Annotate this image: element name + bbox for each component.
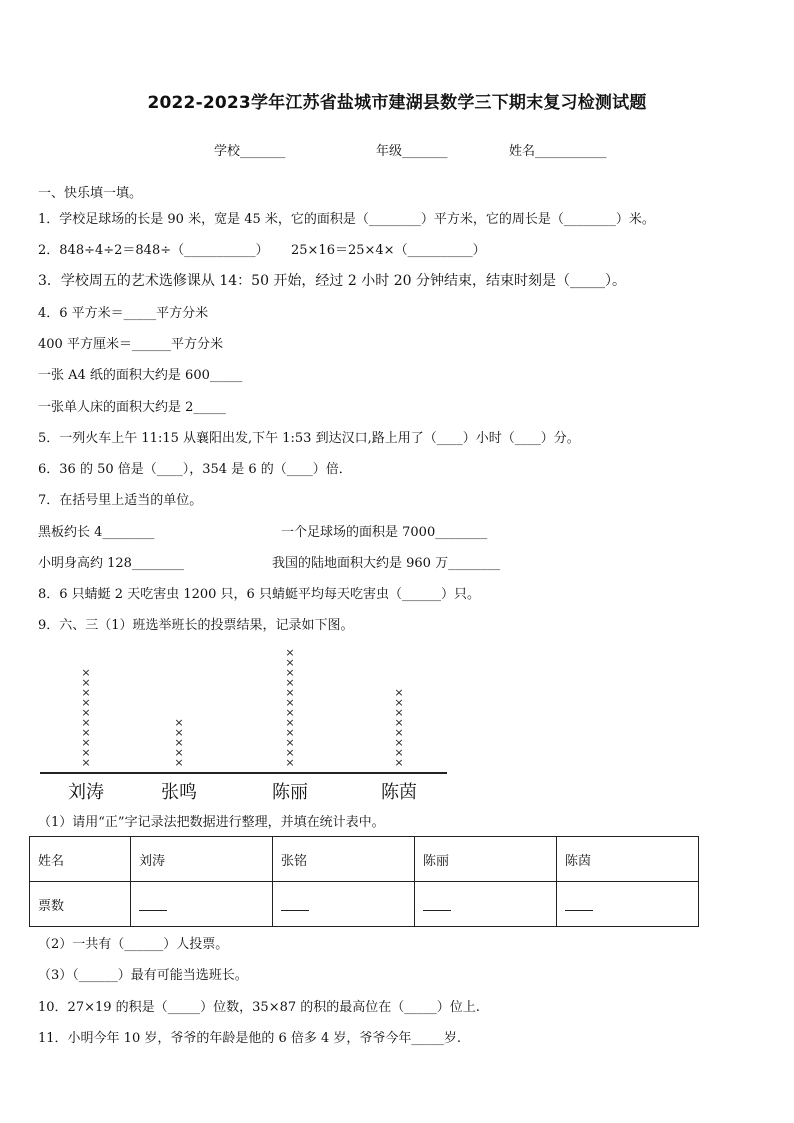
tally-mark: × bbox=[81, 746, 91, 759]
question-10: 10．27×19 的积是（_____）位数，35×87 的积的最高位在（_____）位上. bbox=[38, 1000, 480, 1015]
tally-column bbox=[282, 640, 298, 768]
candidate-label: 张鸣 bbox=[161, 782, 197, 803]
question-5: 5．一列火车上午 11:15 从襄阳出发,下午 1:53 到达汉口,路上用了（____）小时（____）分。 bbox=[38, 431, 580, 446]
question-4d: 一张单人床的面积大约是 2_____ bbox=[38, 400, 226, 415]
tally-mark: × bbox=[285, 666, 295, 679]
question-2b: 25×16＝25×4×（__________） bbox=[291, 243, 486, 258]
tally-mark: × bbox=[285, 656, 295, 669]
question-9-3: （3）（______）最有可能当选班长。 bbox=[38, 968, 248, 983]
name-field: 姓名___________ bbox=[509, 144, 607, 159]
school-field: 学校_______ bbox=[214, 144, 286, 159]
grade-field: 年级_______ bbox=[376, 144, 448, 159]
question-2a: 2．848÷4÷2＝848÷（___________） bbox=[38, 243, 269, 258]
tally-mark: × bbox=[285, 676, 295, 689]
question-4c: 一张 A4 纸的面积大约是 600_____ bbox=[38, 368, 243, 383]
tally-mark: × bbox=[285, 696, 295, 709]
tally-mark: × bbox=[285, 716, 295, 729]
answer-blank bbox=[281, 900, 309, 911]
table-cell bbox=[557, 882, 699, 927]
question-11: 11．小明今年 10 岁，爷爷的年龄是他的 6 倍多 4 岁，爷爷今年_____岁. bbox=[38, 1031, 462, 1046]
tally-mark: × bbox=[174, 746, 184, 759]
question-9-2: （2）一共有（______）人投票。 bbox=[38, 937, 229, 952]
tally-column bbox=[391, 640, 407, 768]
table-cell bbox=[131, 882, 273, 927]
question-9-1: （1）请用“正”字记录法把数据进行整理，并填在统计表中。 bbox=[38, 815, 385, 830]
question-7a: 黑板约长 4________ bbox=[38, 525, 155, 540]
tally-mark: × bbox=[174, 756, 184, 769]
question-7: 7．在括号里上适当的单位。 bbox=[38, 493, 203, 508]
table-cell bbox=[415, 882, 557, 927]
page-title: 2022-2023学年江苏省盐城市建湖县数学三下期末复习检测试题 bbox=[147, 93, 647, 113]
tally-mark: × bbox=[285, 756, 295, 769]
chart-baseline bbox=[40, 772, 447, 774]
table-header-cell: 张铭 bbox=[273, 837, 415, 882]
table-header-cell: 姓名 bbox=[30, 837, 131, 882]
answer-blank bbox=[565, 900, 593, 911]
tally-mark: × bbox=[285, 686, 295, 699]
question-7d: 我国的陆地面积大约是 960 万________ bbox=[272, 556, 501, 571]
tally-mark: × bbox=[394, 726, 404, 739]
table-row bbox=[30, 882, 699, 927]
tally-mark: × bbox=[174, 736, 184, 749]
tally-mark: × bbox=[394, 706, 404, 719]
table-cell bbox=[273, 882, 415, 927]
tally-mark: × bbox=[174, 716, 184, 729]
tally-mark: × bbox=[285, 646, 295, 659]
question-7c: 小明身高约 128________ bbox=[38, 556, 184, 571]
question-6: 6．36 的 50 倍是（____），354 是 6 的（____）倍． bbox=[38, 462, 352, 477]
table-row-label: 票数 bbox=[30, 882, 131, 927]
candidate-label: 刘涛 bbox=[68, 782, 104, 803]
tally-mark: × bbox=[81, 756, 91, 769]
table-row bbox=[30, 837, 699, 882]
tally-mark: × bbox=[81, 716, 91, 729]
candidate-label: 陈丽 bbox=[272, 782, 308, 803]
tally-mark: × bbox=[394, 736, 404, 749]
table-header-cell: 刘涛 bbox=[131, 837, 273, 882]
tally-mark: × bbox=[285, 726, 295, 739]
tally-mark: × bbox=[81, 706, 91, 719]
tally-mark: × bbox=[81, 736, 91, 749]
tally-mark: × bbox=[394, 746, 404, 759]
table-header-cell: 陈茵 bbox=[557, 837, 699, 882]
question-4a: 4．6 平方米＝_____平方分米 bbox=[38, 306, 209, 321]
candidate-label: 陈茵 bbox=[381, 782, 417, 803]
tally-mark: × bbox=[81, 666, 91, 679]
tally-mark: × bbox=[81, 696, 91, 709]
tally-mark: × bbox=[81, 726, 91, 739]
tally-column bbox=[78, 640, 94, 768]
answer-blank bbox=[423, 900, 451, 911]
question-3: 3．学校周五的艺术选修课从 14：50 开始，经过 2 小时 20 分钟结束，结束时刻是（_____）。 bbox=[38, 273, 626, 289]
tally-mark: × bbox=[285, 706, 295, 719]
tally-mark: × bbox=[81, 676, 91, 689]
question-8: 8．6 只蜻蜓 2 天吃害虫 1200 只，6 只蜻蜓平均每天吃害虫（______）只。 bbox=[38, 587, 480, 602]
vote-statistics-table bbox=[29, 836, 699, 927]
table-header-cell: 陈丽 bbox=[415, 837, 557, 882]
question-9: 9．六、三（1）班选举班长的投票结果，记录如下图。 bbox=[38, 618, 354, 633]
question-4b: 400 平方厘米＝______平方分米 bbox=[38, 337, 223, 352]
answer-blank bbox=[139, 900, 167, 911]
tally-column bbox=[171, 640, 187, 768]
section-heading: 一、快乐填一填。 bbox=[38, 186, 143, 201]
tally-mark: × bbox=[285, 746, 295, 759]
tally-mark: × bbox=[285, 736, 295, 749]
tally-mark: × bbox=[394, 686, 404, 699]
tally-mark: × bbox=[174, 726, 184, 739]
tally-mark: × bbox=[394, 716, 404, 729]
tally-mark: × bbox=[394, 696, 404, 709]
tally-mark: × bbox=[394, 756, 404, 769]
tally-mark: × bbox=[81, 686, 91, 699]
question-1: 1．学校足球场的长是 90 米，宽是 45 米，它的面积是（________）平方米，它的周长是（________）米。 bbox=[38, 212, 655, 227]
question-7b: 一个足球场的面积是 7000________ bbox=[281, 525, 488, 540]
